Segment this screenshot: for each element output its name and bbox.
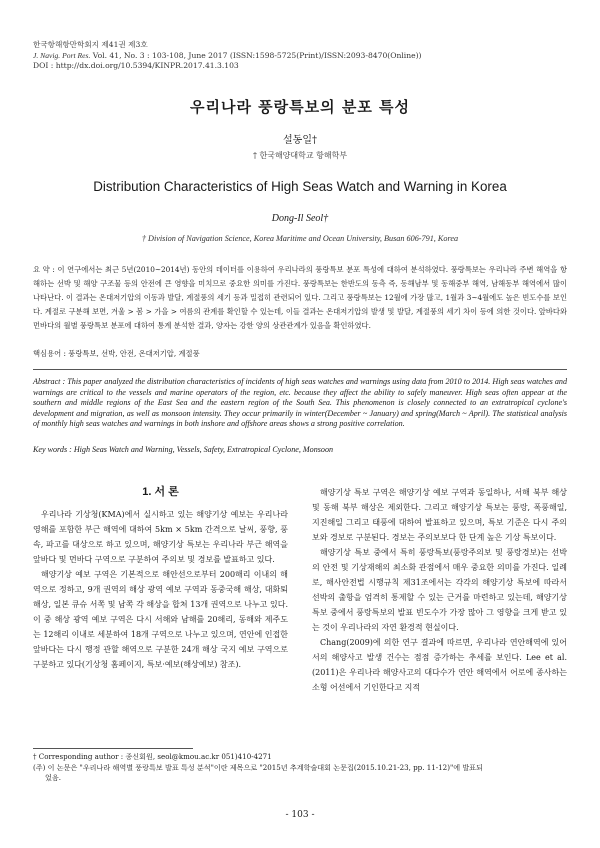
footnote-divider [33, 748, 193, 749]
affiliation-english: † Division of Navigation Science, Korea Maritime and Ocean University, Busan 606-791, Korea [141, 234, 459, 243]
paragraph: 해양기상 예보 구역은 기본적으로 해안선으로부터 200해리 이내의 해역으로 정하고, 9개 권역의 해상 광역 예보 구역과 동중국해 해상, 대화퇴 해상, 일본 큐슈 서쪽 및 남쪽 각 해상을 합쳐 13개 권역으로 나누고 있다. 이 중 해상 광역 예보 구역은 다시 서해와 남해를 20해리, 동해와 제주도는 12해리 이내로 세분하여 18개 구역으로 나누고 있으며, 연안에 인접한 앞바다는 다시 행정 관할 해역으로 구분한 24개 해상 국지 예보 구역으로 구분하고 있다(기상청 홈페이지, 특보·예보(해상예보) 참조). [33, 570, 288, 669]
doi: DOI : http://dx.doi.org/10.5394/KINPR.2017.41.3.103 [33, 61, 239, 71]
affiliation-korean: † 한국해양대학교 항해학부 [252, 151, 348, 160]
journal-name-en: J. Navig. Port Res. [33, 50, 91, 60]
paragraph: 해양기상 특보 중에서 특히 풍랑특보(풍랑주의보 및 풍랑경보)는 선박의 안전 및 기상재해의 최소화 관점에서 매우 중요한 의미를 가진다. 일례로, 해사안전법 시행규칙 제31조에서는 각각의 해양기상 특보에 따라서 선박의 출항을 엄격히 통제할 수 있는 근거를 마련하고 있는데, 해양기상 특보 중에서 풍랑특보의 발표 빈도수가 가장 많아 그 영향을 크게 받고 있는 것이 우리나라의 자연 환경적 현실이다. [312, 548, 567, 632]
footnote-note-continued: 었음. [45, 773, 61, 782]
keywords-korean: 핵심용어 : 풍랑특보, 선박, 안전, 온대저기압, 계절풍 [33, 349, 200, 358]
author-english: Dong-Il Seol† [271, 213, 329, 224]
section-heading: 1. 서 론 [142, 486, 179, 498]
citation-details: Vol. 41, No. 3 : 103-108, June 2017 (ISSN:1598-5725(Print)/ISSN:2093-8470(Online)) [90, 50, 422, 60]
page-number: - 103 - [285, 810, 315, 820]
abstract-english: Abstract : This paper analyzed the distribution characteristics of incidents of high seas watches and warnings using data from 2010 to 2014. High seas watches and warnings are critical to the vessels and marine operators of the region, etc. because they affect the ability to safely maneuver. High seas often appear at the southern and middle regions of the East Sea and the eastern region of the South Sea. This phenomenon is closely connected to an extratropical cyclone's development and migration, as well as monsoon intensity. They occur primarily in winter(December ~ January) and spring(March ~ April). The statistical analysis of monthly high seas watches and warnings in both inshore and offshore areas shows a strong positive correlation. [33, 377, 567, 429]
title-english: Distribution Characteristics of High Seas Watch and Warning in Korea [93, 179, 507, 194]
journal-header [33, 40, 422, 72]
footnote-corresponding-author: † Corresponding author : 종신회원, seol@kmou.ac.kr 051)410-4271 [33, 752, 272, 761]
journal-name-kr: 한국항해항만학회지 제41권 제3호 [33, 40, 148, 49]
paragraph: 우리나라 기상청(KMA)에서 실시하고 있는 해양기상 예보는 우리나라 영해를 포함한 부근 해역에 대하여 5km × 5km 간격으로 날씨, 풍향, 풍속, 파고를 대상으로 하고 있으며, 해양기상 특보는 우리나라 부근 해역을 앞바다 및 먼바다 구역으로 구분하여 주의보 및 경보를 발표하고 있다. [33, 510, 288, 564]
journal-citation [33, 51, 422, 62]
abstract-korean: 요 약 : 이 연구에서는 최근 5년(2010~2014년) 동안의 데이터를 이용하여 우리나라의 풍랑특보 분포 특성에 대하여 분석하였다. 풍랑특보는 우리나라 주변 해역을 항해하는 선박 및 해양 구조물 등의 안전에 큰 영향을 미치므로 중요한 의미를 가진다. 풍랑특보는 한반도의 동측 즉, 동해남부 및 동해중부 해역, 남해동부 해역에서 많이 나타난다. 이 결과는 온대저기압의 이동과 발달, 계절풍의 세기 등과 밀접히 관련되어 있다. 그리고 풍랑특보는 12월에 가장 많고, 1월과 3~4월에도 높은 빈도수를 보인다. 계절로 구분해 보면, 겨울 > 봄 > 가을 > 여름의 관계를 확인할 수 있는데, 이들 결과는 온대저기압의 발생 및 발달, 계절풍의 세기 차이 등에 의한 것이다. 앞바다와 먼바다의 월별 풍랑특보 분포에 대하여 통계 분석한 결과, 양자는 강한 양의 상관관계가 있음을 확인하였다. [33, 265, 567, 330]
paragraph: 해양기상 특보 구역은 해양기상 예보 구역과 동일하나, 서해 북부 해상 및 동해 북부 해상은 제외한다. 그리고 해양기상 특보는 풍랑, 폭풍해일, 지진해일 그리고 태풍에 대하여 발표하고 있으며, 특보 기준은 다시 주의보와 경보로 구분된다. 경보는 주의보보다 한 단계 높은 기상 특보이다. [312, 488, 567, 542]
title-korean: 우리나라 풍랑특보의 분포 특성 [189, 98, 411, 116]
footnote-note: (주) 이 논문은 "우리나라 해역별 풍랑특보 발표 특성 분석"이란 제목으로 "2015년 추계학술대회 논문집(2015.10.21-23, pp. 11-12)"에 발표되 [33, 762, 483, 772]
keywords-english: Key words : High Seas Watch and Warning, Vessels, Safety, Extratropical Cyclone, Monsoon [33, 445, 334, 454]
left-column [33, 485, 288, 672]
paragraph: Chang(2009)에 의한 연구 결과에 따르면, 우리나라 연안해역에 있어서의 해양사고 발생 건수는 점점 증가하는 추세를 보인다. Lee et al.(2011)은 우리나라 해양사고의 대다수가 연안 해역에서 어로에 종사하는 소형 어선에서 기인한다고 지적 [312, 638, 567, 692]
divider [33, 369, 567, 370]
footnotes [33, 752, 567, 784]
right-column [312, 485, 567, 695]
author-korean: 설동일† [283, 135, 317, 146]
